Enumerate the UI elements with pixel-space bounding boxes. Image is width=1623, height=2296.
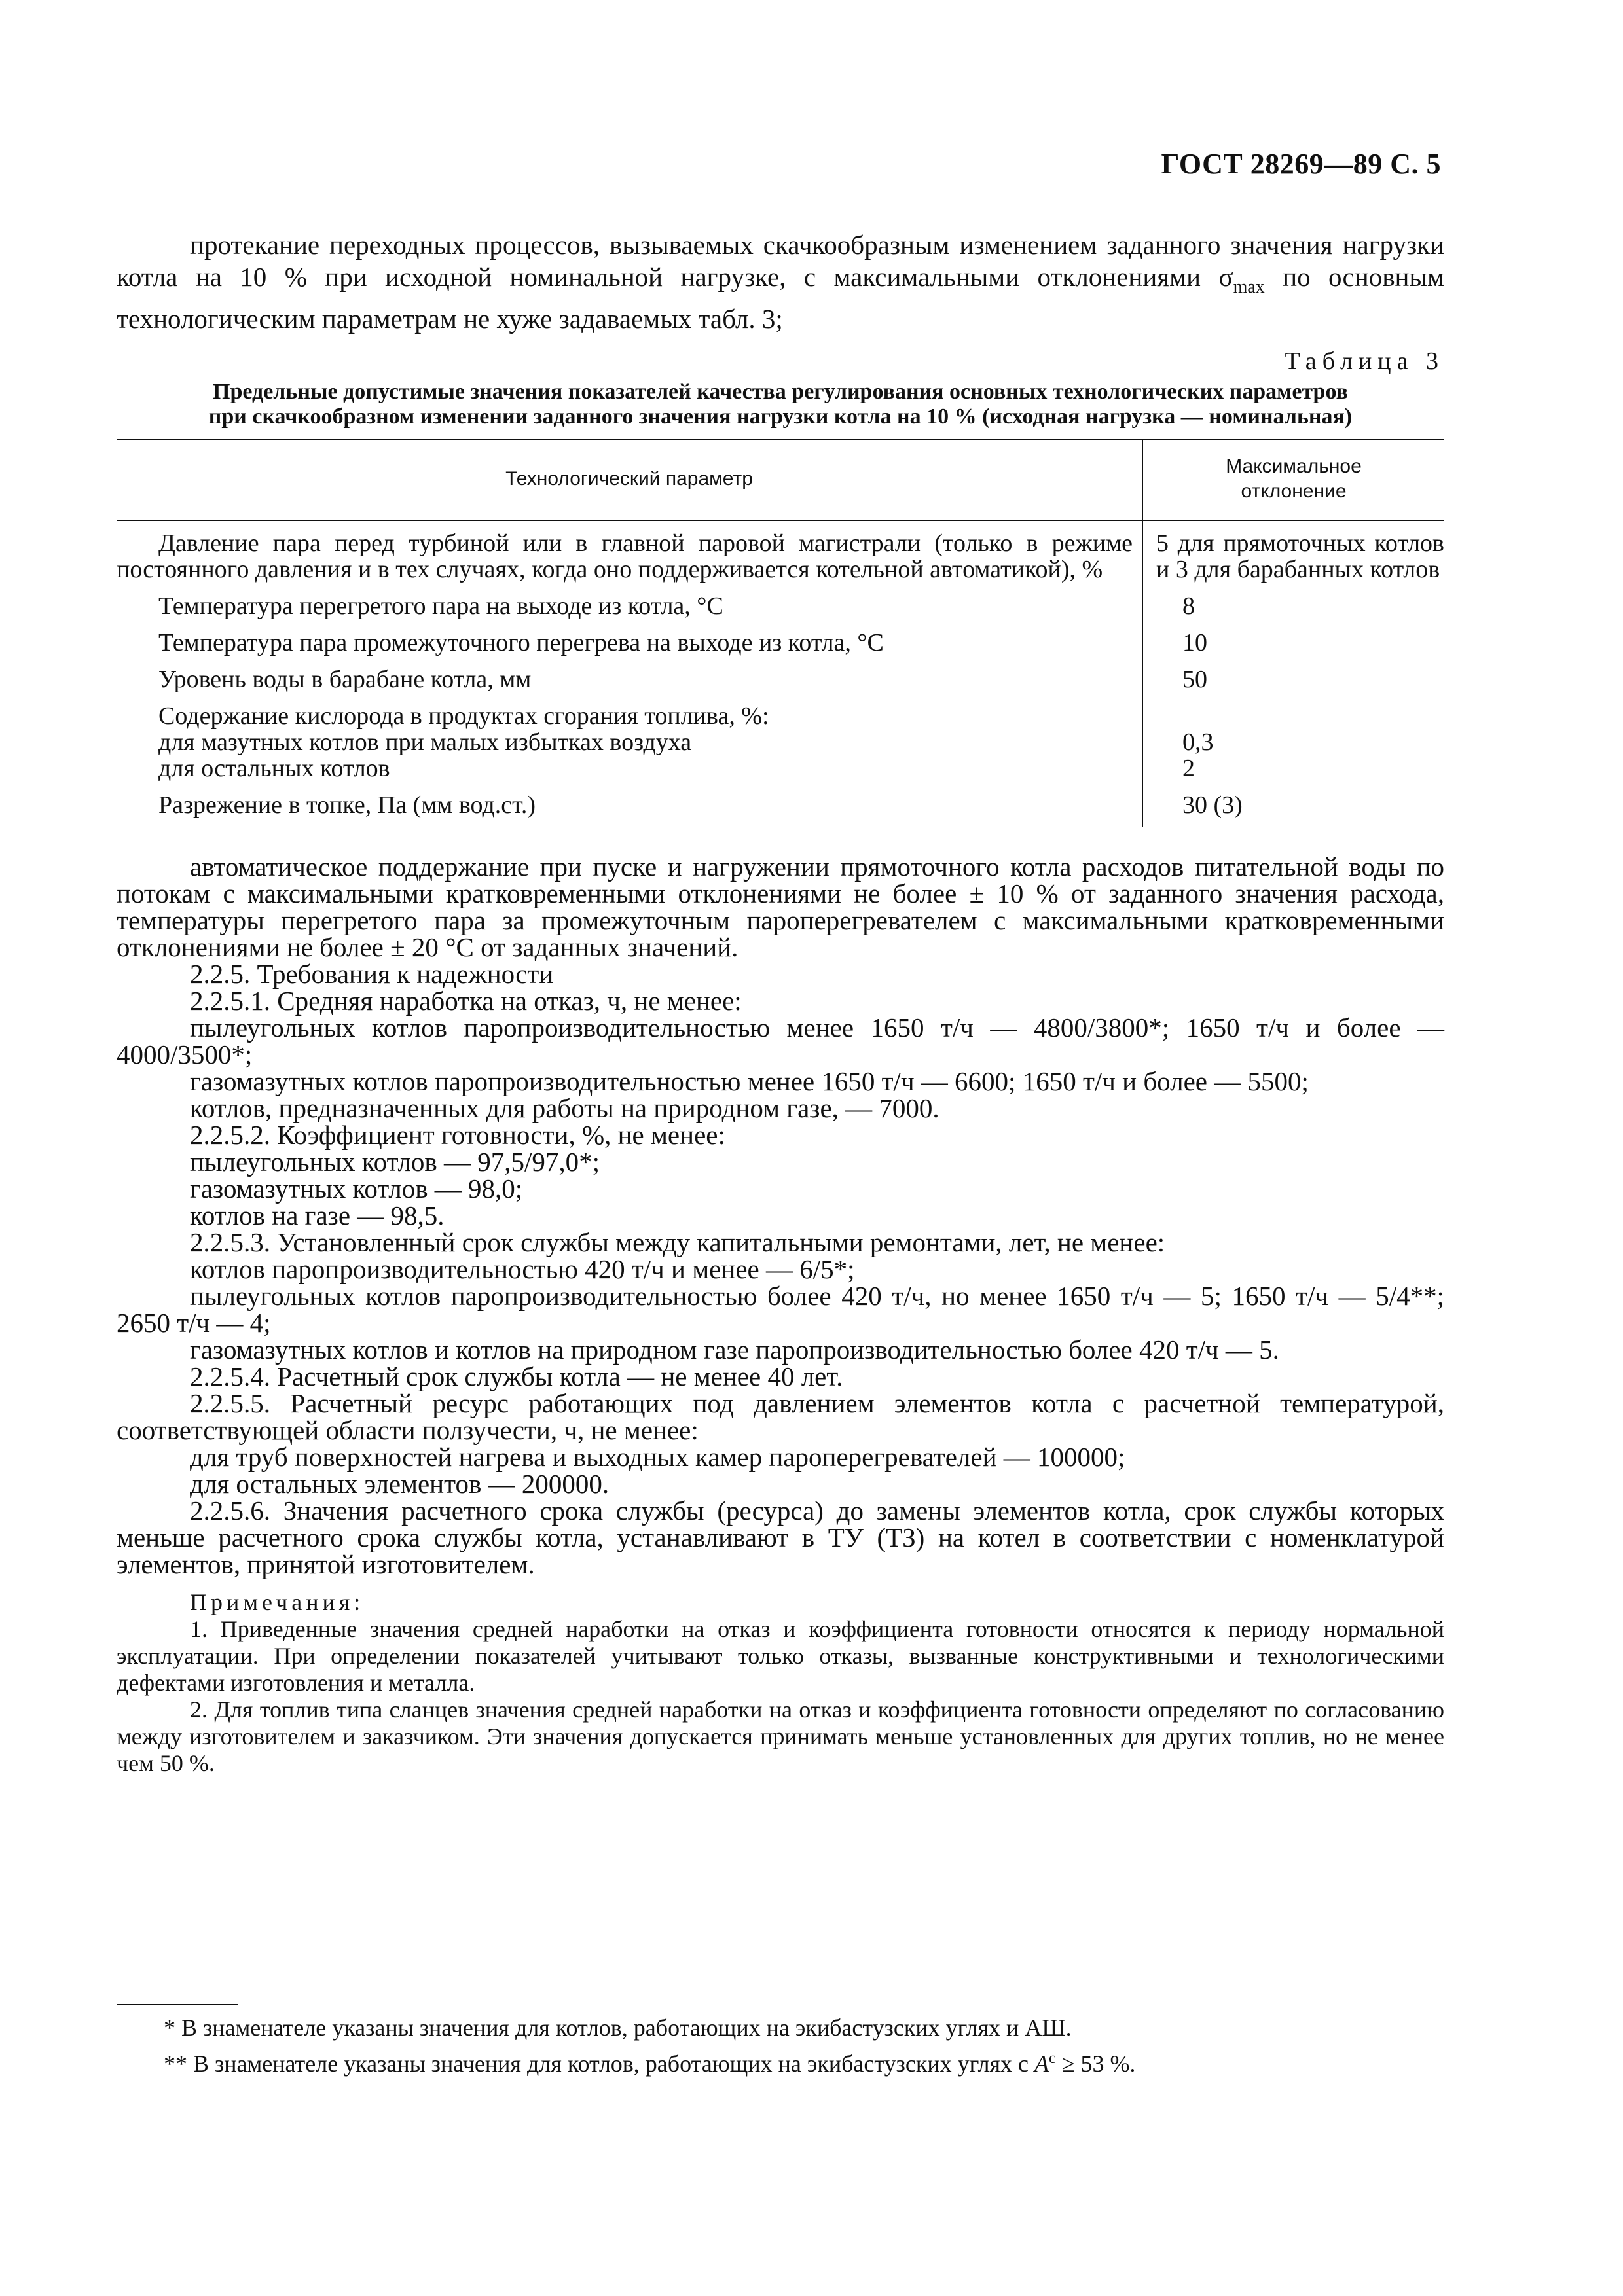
- intro-text-part1: протекание переходных процессов, вызываемых скачкообразным изменением заданного значения нагрузки котла на 10 % при исходной номинальной нагрузке, с максимальными отклонениями σ: [117, 230, 1444, 292]
- note-item: 2. Для топлив типа сланцев значения средней наработки на отказ и коэффициента готовности определяют по согласованию между изготовителем и заказчиком. Эти значения допускается принимать меньше установленных для других топлив, но не менее чем 50 %.: [117, 1696, 1444, 1776]
- paragraph: 2.2.5.6. Значения расчетного срока службы (ресурса) до замены элементов котла, срок службы которых меньше расчетного срока службы котла, устанавливают в ТУ (ТЗ) на котел в соответствии с номенклатурой элементов, принятой изготовителем.: [117, 1496, 1444, 1579]
- value-text: 50: [1182, 666, 1207, 693]
- table-row: [117, 699, 1444, 788]
- param-text: Температура пара промежуточного перегрева на выходе из котла, °С: [158, 629, 884, 656]
- paragraph: 2.2.5.1. Средняя наработка на отказ, ч, не менее:: [190, 986, 742, 1016]
- value-text: 10: [1182, 629, 1207, 656]
- paragraph: для остальных элементов — 200000.: [190, 1469, 610, 1499]
- parameters-table: [117, 439, 1444, 827]
- table-cell-value: 5 для прямоточных котлов и 3 для барабанных котлов: [1142, 520, 1444, 589]
- table-cell-value: [1142, 589, 1444, 626]
- table-row: [117, 520, 1444, 589]
- paragraph: 2.2.5.4. Расчетный срок службы котла — не менее 40 лет.: [190, 1361, 843, 1391]
- note-item: 1. Приведенные значения средней наработки на отказ и коэффициента готовности относятся к периоду нормальной эксплуатации. При определении показателей учитывают только отказы, вызванные конструктивными и технологическими дефектами изготовления и металла.: [117, 1616, 1444, 1696]
- intro-paragraph: [117, 229, 1444, 335]
- table-header-row: [117, 439, 1444, 520]
- table-cell-value: [1142, 788, 1444, 827]
- table-title: Предельные допустимые значения показателей качества регулирования основных технологических параметров при скачкообразном изменении заданного значения нагрузки котла на 10 % (исходная нагрузка — номинальная): [208, 380, 1353, 429]
- paragraph: котлов на газе — 98,5.: [190, 1200, 445, 1230]
- paragraph: котлов паропроизводительностью 420 т/ч и менее — 6/5*;: [190, 1254, 855, 1284]
- footnote: [117, 2045, 1444, 2077]
- paragraph: газомазутных котлов паропроизводительностью менее 1650 т/ч — 6600; 1650 т/ч и более — 5500;: [190, 1066, 1309, 1096]
- footnote: * В знаменателе указаны значения для котлов, работающих на экибастузских углях и АШ.: [164, 2015, 1072, 2041]
- table-row: [117, 788, 1444, 827]
- paragraph: 2.2.5.5. Расчетный ресурс работающих под давлением элементов котла с расчетной температурой, соответствующей области ползучести, ч, не менее:: [117, 1388, 1444, 1445]
- paragraph: пылеугольных котлов — 97,5/97,0*;: [190, 1147, 600, 1177]
- ash-superscript: с: [1049, 2050, 1056, 2067]
- table-cell-value: [1142, 662, 1444, 699]
- param-text: Разрежение в топке, Па (мм вод.ст.): [158, 791, 536, 819]
- table-cell-param: [117, 699, 1142, 788]
- footnote-text: ≥ 53 %.: [1055, 2051, 1136, 2077]
- paragraph: для труб поверхностей нагрева и выходных камер пароперегревателей — 100000;: [190, 1442, 1125, 1472]
- value-text: 8: [1182, 592, 1195, 620]
- value-text: 30 (3): [1182, 791, 1243, 819]
- section-heading: 2.2.5. Требования к надежности: [190, 959, 554, 989]
- paragraph: пылеугольных котлов паропроизводительностью более 420 т/ч, но менее 1650 т/ч — 5; 1650 т/ч — 5/4**; 2650 т/ч — 4;: [117, 1281, 1444, 1338]
- table-row: [117, 662, 1444, 699]
- table-row: [117, 589, 1444, 626]
- paragraph: 2.2.5.3. Установленный срок службы между капитальными ремонтами, лет, не менее:: [190, 1227, 1165, 1257]
- paragraph: автоматическое поддержание при пуске и нагружении прямоточного котла расходов питательной воды по потокам с максимальными кратковременными отклонениями не более ± 10 % от заданного значения расхода, температуры перегретого пара за промежуточным пароперегревателем с максимальными кратковременными отклонениями не более ± 20 °С от заданных значений.: [117, 852, 1444, 962]
- paragraph: газомазутных котлов — 98,0;: [190, 1174, 523, 1204]
- param-text: Температура перегретого пара на выходе из котла, °С: [158, 592, 723, 620]
- intro-text-part2: по основным технологическим параметрам не хуже задаваемых табл. 3;: [117, 262, 1444, 334]
- body-text: [117, 853, 1444, 1578]
- param-text: Содержание кислорода в продуктах сгорания топлива, %:: [158, 702, 769, 730]
- param-subtext: для остальных котлов: [158, 755, 390, 782]
- table-cell-param: [117, 589, 1142, 626]
- table-row: [117, 626, 1444, 662]
- table-cell-param: [117, 662, 1142, 699]
- table-cell-param: [117, 520, 1142, 589]
- value-text: 0,3: [1182, 728, 1214, 756]
- paragraph: газомазутных котлов и котлов на природном газе паропроизводительностью более 420 т/ч — 5.: [190, 1335, 1279, 1365]
- param-subtext: для мазутных котлов при малых избытках воздуха: [158, 728, 692, 756]
- sigma-subscript: max: [1233, 277, 1265, 297]
- table-cell-value: [1142, 699, 1444, 788]
- notes-title: Примечания:: [190, 1589, 365, 1615]
- footnote-text: ** В знаменателе указаны значения для котлов, работающих на экибастузских углях с: [164, 2051, 1035, 2077]
- table-header-parameter: Технологический параметр: [117, 439, 1142, 520]
- main-content: [117, 229, 1444, 1777]
- ash-symbol: A: [1034, 2051, 1049, 2077]
- value-text: 2: [1182, 755, 1195, 782]
- table-cell-param: [117, 626, 1142, 662]
- notes-section: [117, 1588, 1444, 1777]
- page-header: ГОСТ 28269—89 С. 5: [1161, 148, 1441, 180]
- table-header-deviation: [1142, 439, 1444, 520]
- table-header-deviation-text: Максимальное отклонение: [1226, 456, 1362, 502]
- paragraph: пылеугольных котлов паропроизводительностью менее 1650 т/ч — 4800/3800*; 1650 т/ч и более — 4000/3500*;: [117, 1013, 1444, 1069]
- paragraph: котлов, предназначенных для работы на природном газе, — 7000.: [190, 1093, 939, 1123]
- table-label: Таблица 3: [1285, 348, 1444, 375]
- footnote-divider: [117, 2004, 238, 2005]
- param-text: Давление пара перед турбиной или в главной паровой магистрали (только в режиме постоянного давления и в тех случаях, когда оно поддерживается котельной автоматикой), %: [117, 529, 1133, 583]
- param-text: Уровень воды в барабане котла, мм: [158, 666, 532, 693]
- table-cell-value: [1142, 626, 1444, 662]
- paragraph: 2.2.5.2. Коэффициент готовности, %, не менее:: [190, 1120, 725, 1150]
- table-cell-param: [117, 788, 1142, 827]
